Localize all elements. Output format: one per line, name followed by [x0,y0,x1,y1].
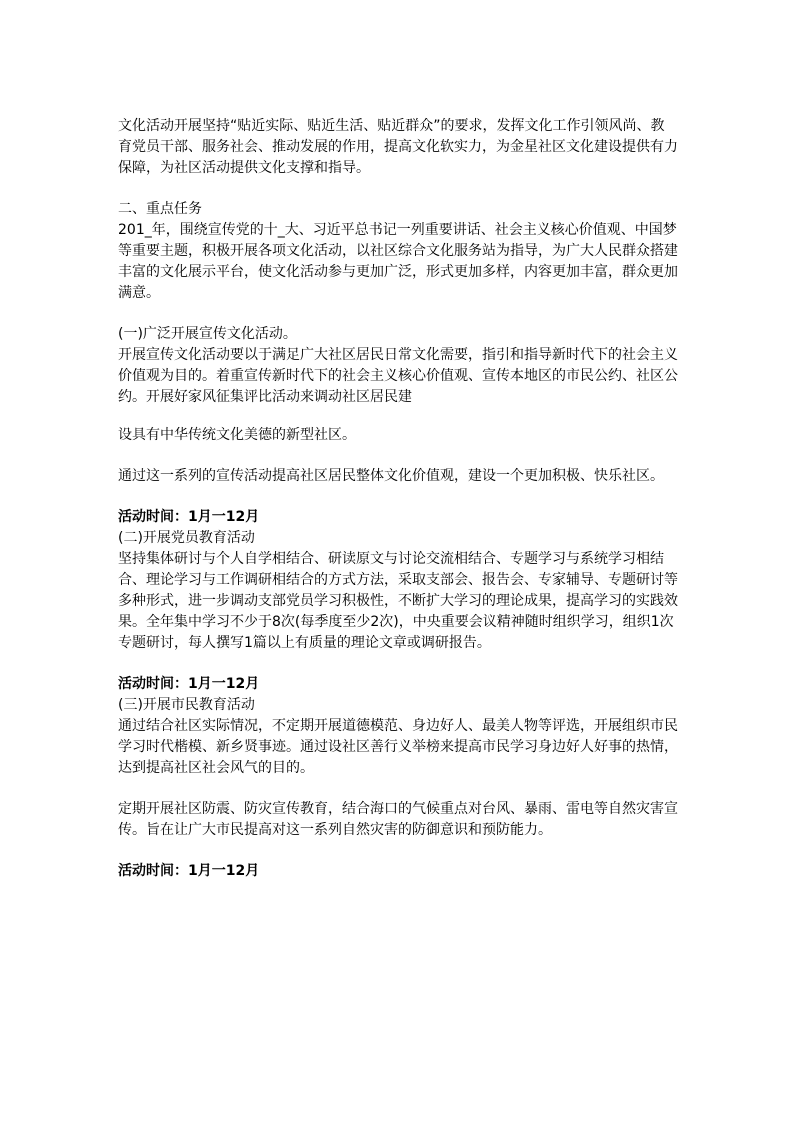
section-heading-key-tasks: 二、重点任务 [118,201,202,217]
subheading-citizen-education: (三)开展市民教育活动 [118,697,255,713]
paragraph-citizen-education-details: 通过结合社区实际情况，不定期开展道德模范、身边好人、最美人物等评选，开展组织市民学习时代楷模、新乡贤事迹。通过设社区善行义举榜来提高市民学习身边好人好事的热情，达到提高社区社会风气的目的。 [118,718,678,776]
subheading-publicity-activities: (一)广泛开展宣传文化活动。 [118,326,297,342]
paragraph-party-education-details: 坚持集体研讨与个人自学相结合、研读原文与讨论交流相结合、专题学习与系统学习相结合、理论学习与工作调研相结合的方式方法，采取支部会、报告会、专家辅导、专题研讨等多种形式，进一步调动支部党员学习积极性，不断扩大学习的理论成果，提高学习的实践效果。全年集中学习不少于8次(每季度至少2次)，中央重要会议精神随时组织学习，组织1次专题研讨，每人撰写1篇以上有质量的理论文章或调研报告。 [118,551,678,651]
paragraph-publicity-details: 开展宣传文化活动要以于满足广大社区居民日常文化需要，指引和指导新时代下的社会主义价值观为目的。着重宣传新时代下的社会主义核心价值观、宣传本地区的市民公约、社区公约。开展好家风征集评比活动来调动社区居民建 [118,347,678,405]
activity-time-1: 活动时间：1月一12月 [118,509,260,525]
paragraph-disaster-education: 定期开展社区防震、防灾宣传教育，结合海口的气候重点对台风、暴雨、雷电等自然灾害宣传。旨在让广大市民提高对这一系列自然灾害的防御意识和预防能力。 [118,801,678,838]
activity-time-3: 活动时间：1月一12月 [118,863,260,879]
paragraph-publicity-goal: 通过这一系列的宣传活动提高社区居民整体文化价值观，建设一个更加积极、快乐社区。 [118,468,664,484]
subheading-party-education: (二)开展党员教育活动 [118,530,255,546]
paragraph-overview: 201_年，围绕宣传党的十_大、习近平总书记一列重要讲话、社会主义核心价值观、中国梦等重要主题，积极开展各项文化活动，以社区综合文化服务站为指导，为广大人民群众搭建丰富的文化展示平台，使文化活动参与更加广泛，形式更加多样，内容更加丰富，群众更加满意。 [118,222,678,301]
paragraph-publicity-continuation: 设具有中华传统文化美德的新型社区。 [118,427,356,443]
activity-time-2: 活动时间：1月一12月 [118,676,260,692]
document-page [118,116,678,882]
paragraph-intro: 文化活动开展坚持“贴近实际、贴近生活、贴近群众”的要求，发挥文化工作引领风尚、教育党员干部、服务社会、推动发展的作用，提高文化软实力，为金星社区文化建设提供有力保障，为社区活动提供文化支撑和指导。 [118,118,678,176]
